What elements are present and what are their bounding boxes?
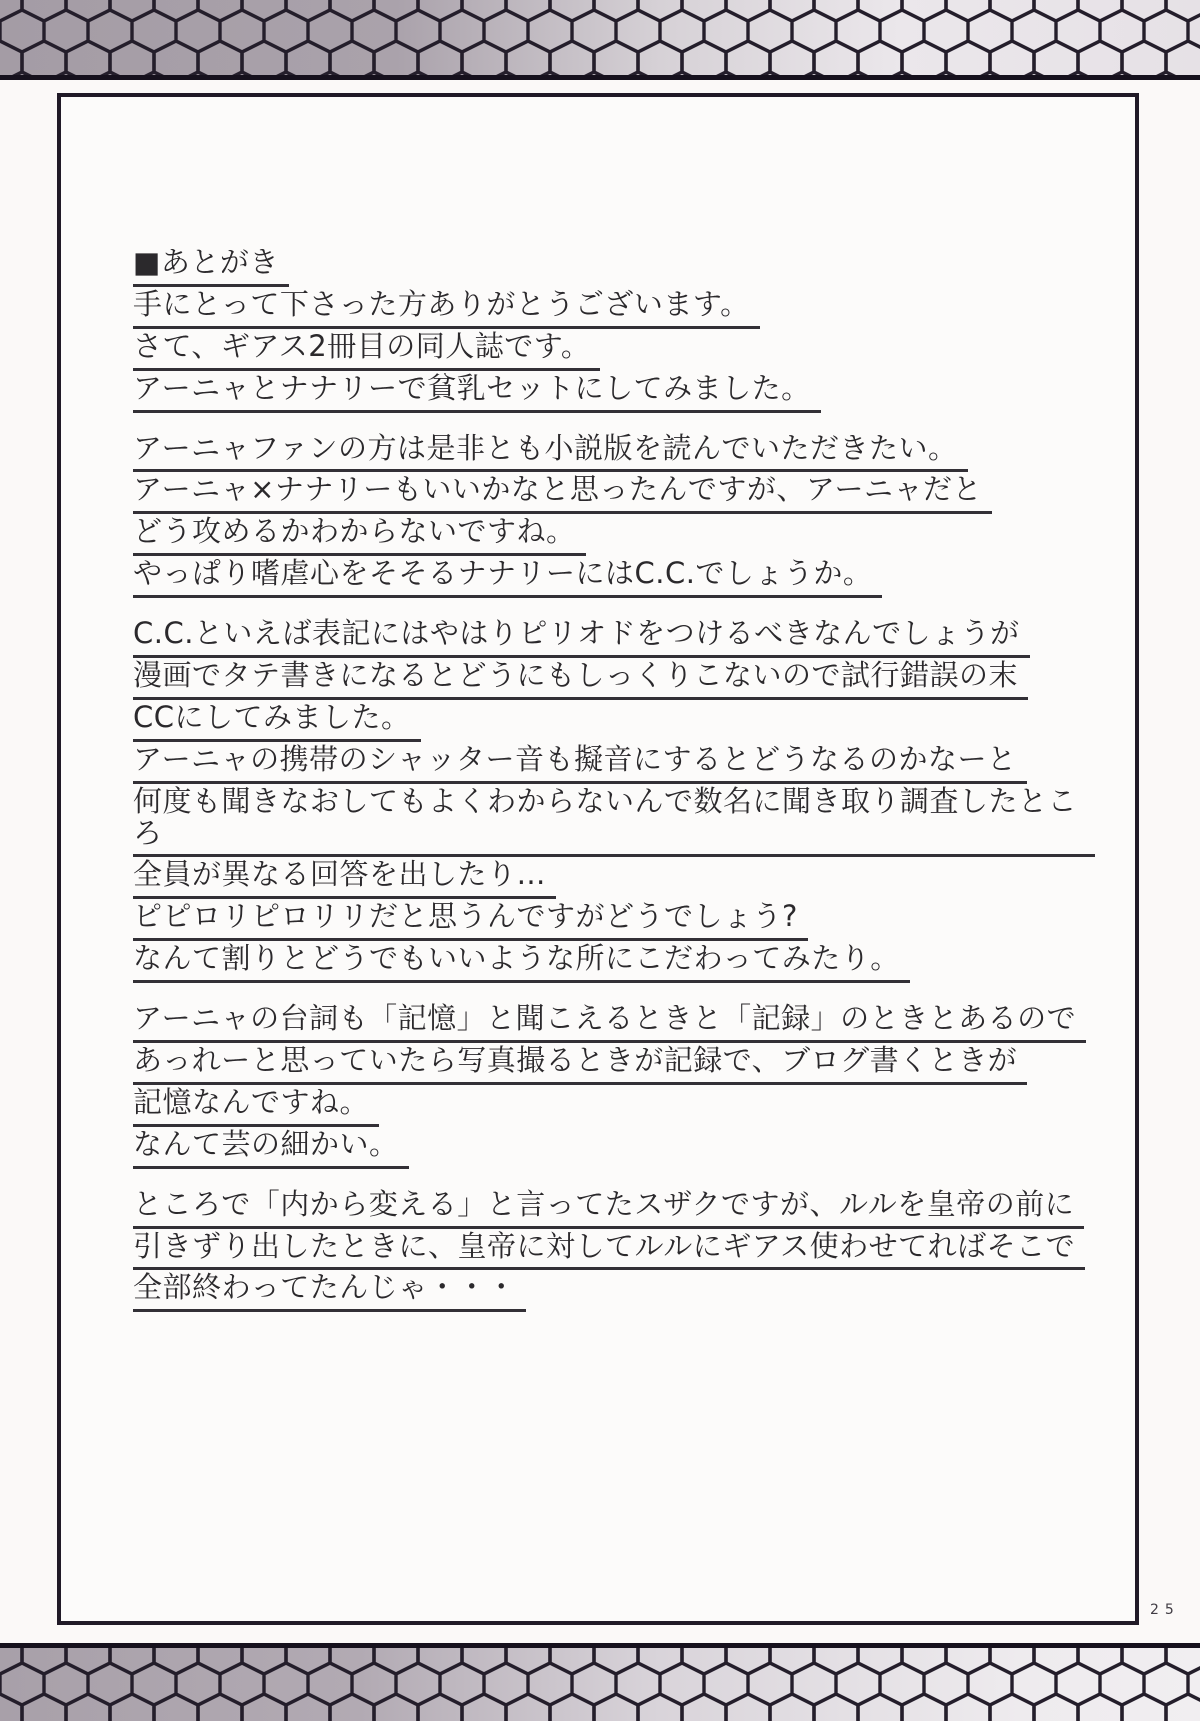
text-line: 記憶なんですね。 [133, 1087, 1095, 1127]
text-line: CCにしてみました。 [133, 702, 1095, 742]
text-line: C.C.といえば表記にはやはりピリオドをつけるべきなんでしょうが [133, 618, 1095, 658]
text-line: ところで「内から変える」と言ってたスザクですが、ルルを皇帝の前に [133, 1189, 1095, 1229]
page-number: 25 [1150, 1602, 1180, 1618]
text-line: 引きずり出したときに、皇帝に対してルルにギアス使わせてればそこで [133, 1231, 1095, 1271]
afterword-text [61, 97, 1135, 1312]
text-line: アーニャの台詞も「記憶」と聞こえるときと「記録」のときとあるので [133, 1003, 1095, 1043]
text-line: アーニャとナナリーで貧乳セットにしてみました。 [133, 373, 1095, 413]
afterword-paragraph [133, 247, 1095, 413]
text-line: なんて芸の細かい。 [133, 1129, 1095, 1169]
page-frame [57, 93, 1139, 1625]
afterword-heading: ■あとがき [133, 247, 1095, 287]
afterword-paragraph [133, 618, 1095, 983]
text-line: さて、ギアス2冊目の同人誌です。 [133, 331, 1095, 371]
text-line: 手にとって下さった方ありがとうございます。 [133, 289, 1095, 329]
hex-border-bottom [0, 1643, 1200, 1721]
afterword-paragraph [133, 1186, 1095, 1313]
text-line: アーニャ×ナナリーもいいかなと思ったんですが、アーニャだと [133, 474, 1095, 514]
afterword-paragraph [133, 430, 1095, 599]
text-line: アーニャの携帯のシャッター音も擬音にするとどうなるのかなーと [133, 744, 1095, 784]
text-line: やっぱり嗜虐心をそそるナナリーにはC.C.でしょうか。 [133, 558, 1095, 598]
text-line: アーニャファンの方は是非とも小説版を読んでいただきたい。 [133, 433, 1095, 473]
text-line: なんて割りとどうでもいいような所にこだわってみたり。 [133, 943, 1095, 983]
text-line: どう攻めるかわからないですね。 [133, 516, 1095, 556]
text-line: 全員が異なる回答を出したり… [133, 859, 1095, 899]
text-line: あっれーと思っていたら写真撮るときが記録で、ブログ書くときが [133, 1045, 1095, 1085]
text-line: 全部終わってたんじゃ・・・ [133, 1272, 1095, 1312]
text-line: 何度も聞きなおしてもよくわからないんで数名に聞き取り調査したところ [133, 786, 1095, 858]
text-line: 漫画でタテ書きになるとどうにもしっくりこないので試行錯誤の末 [133, 660, 1095, 700]
text-line: ピピロリピロリリだと思うんですがどうでしょう? [133, 901, 1095, 941]
hex-border-top [0, 0, 1200, 80]
afterword-paragraph [133, 1003, 1095, 1169]
